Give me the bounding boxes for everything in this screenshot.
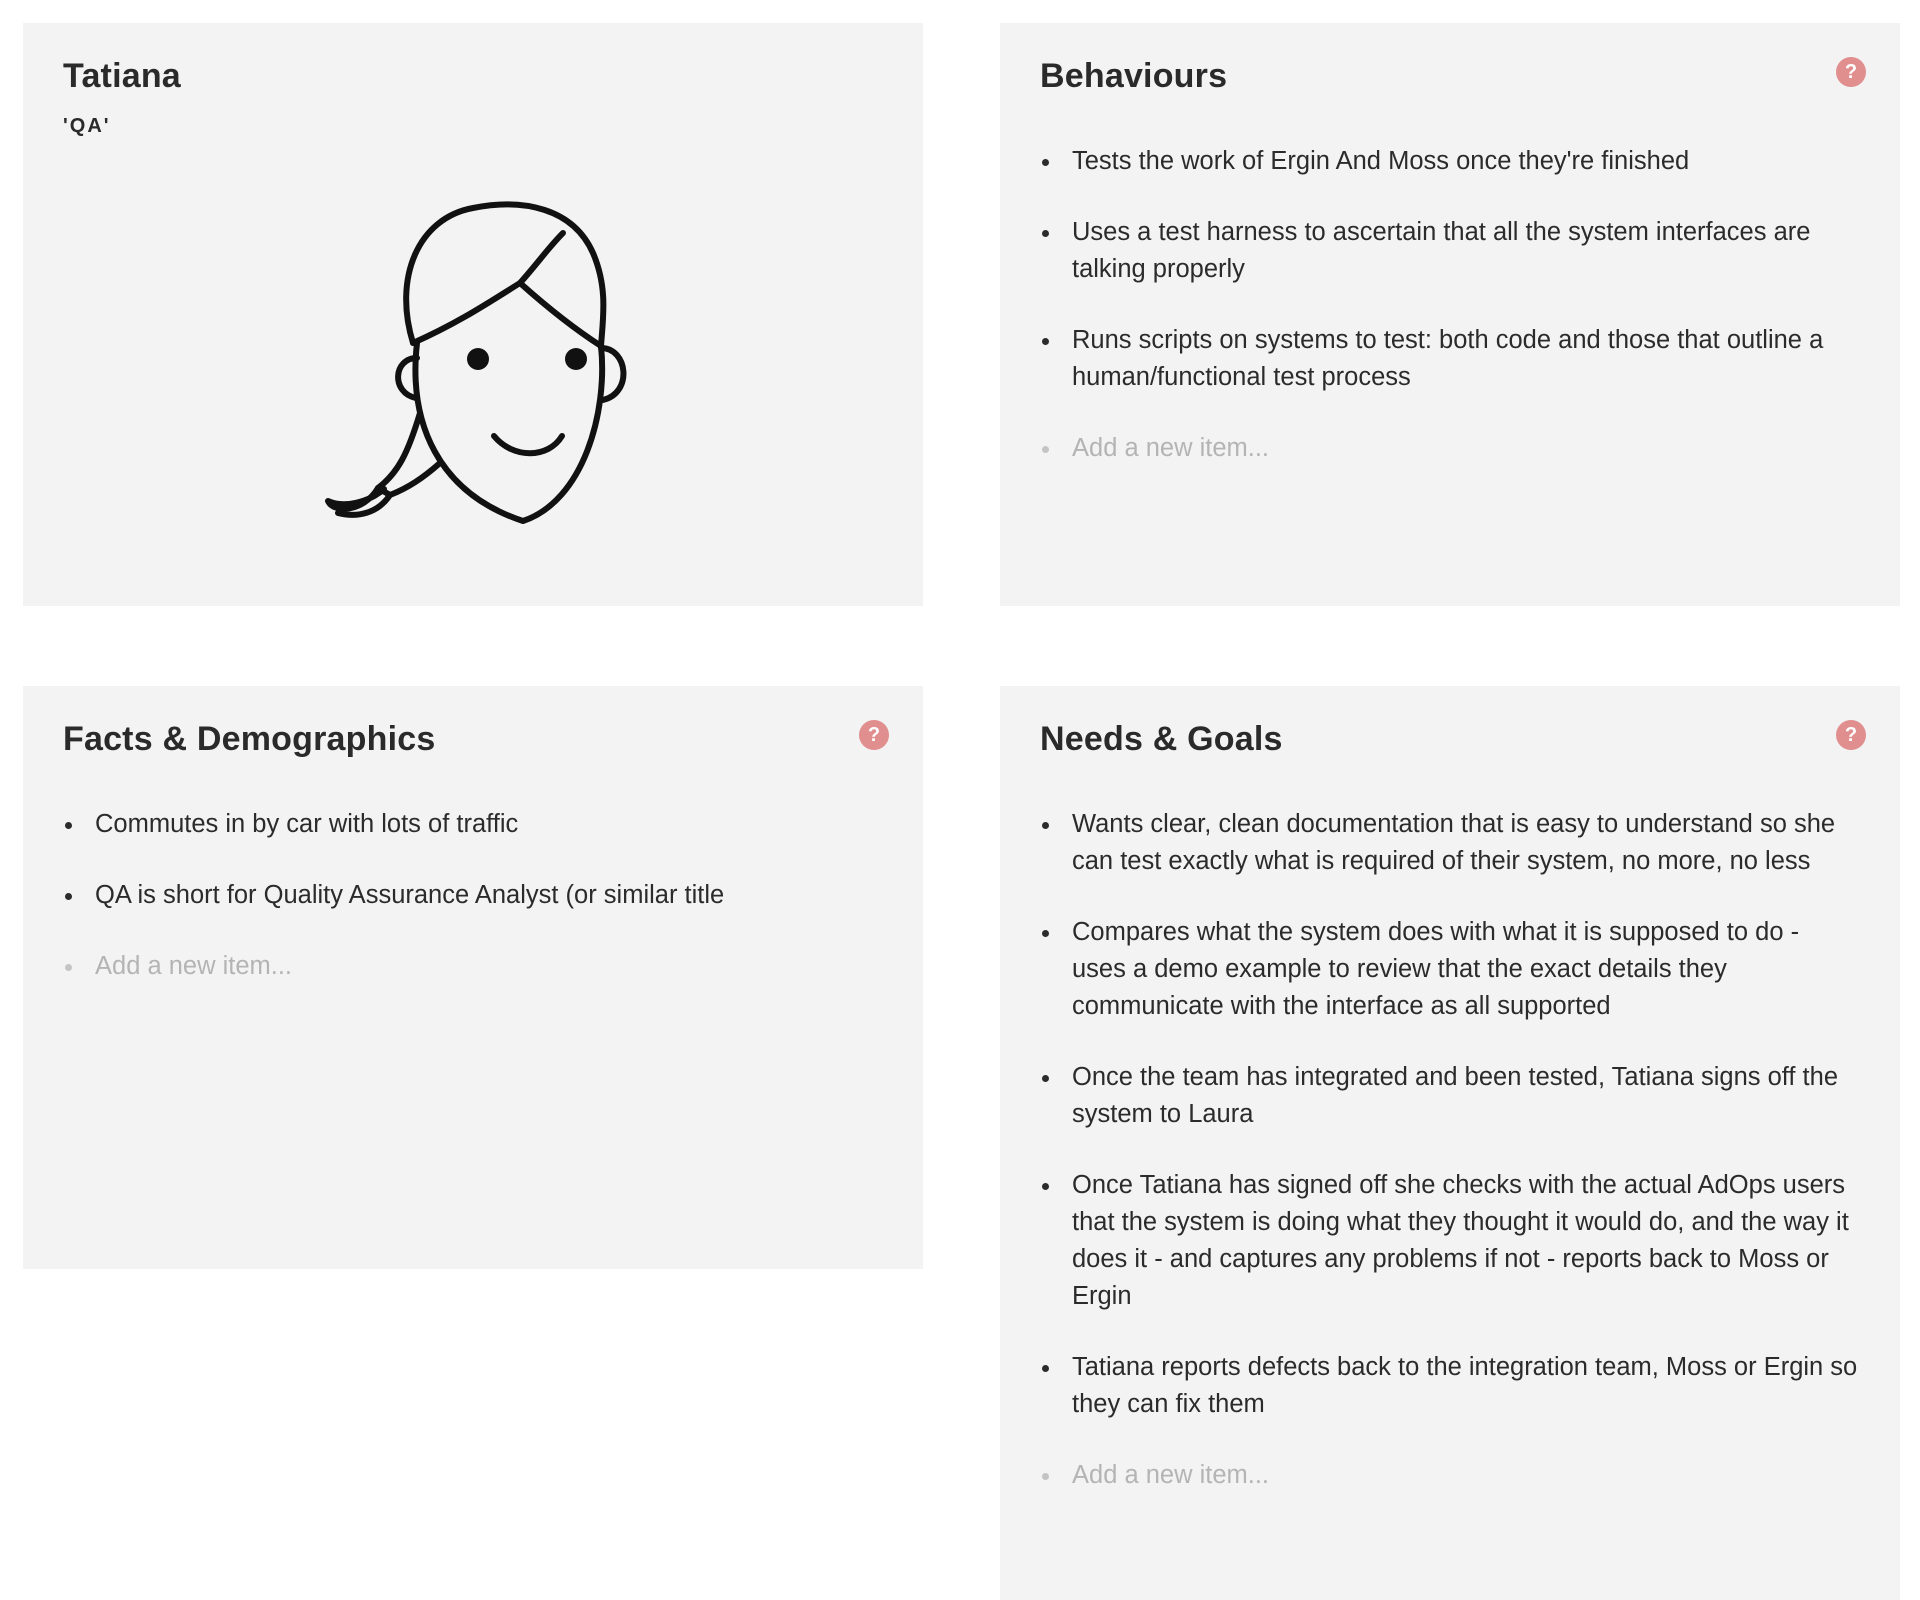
list-item[interactable]: Uses a test harness to ascertain that all the system interfaces are talking properly xyxy=(1040,214,1860,288)
help-icon[interactable]: ? xyxy=(859,720,889,750)
persona-card xyxy=(23,23,923,606)
facts-title[interactable]: Facts & Demographics xyxy=(63,720,436,758)
list-item[interactable]: Runs scripts on systems to test: both code and those that outline a human/functional test process xyxy=(1040,322,1860,396)
needs-list xyxy=(1040,806,1860,1494)
list-item[interactable]: QA is short for Quality Assurance Analyst (or similar title xyxy=(63,877,883,914)
list-item[interactable]: Tests the work of Ergin And Moss once they're finished xyxy=(1040,143,1860,180)
behaviours-card xyxy=(1000,23,1900,606)
persona-name[interactable]: Tatiana xyxy=(63,57,181,95)
facts-list xyxy=(63,806,883,985)
list-item[interactable]: Once the team has integrated and been tested, Tatiana signs off the system to Laura xyxy=(1040,1059,1860,1133)
right-eye xyxy=(565,348,587,370)
persona-role[interactable]: 'QA' xyxy=(63,115,111,137)
smile xyxy=(494,436,562,453)
behaviours-title[interactable]: Behaviours xyxy=(1040,57,1228,95)
list-item[interactable]: Wants clear, clean documentation that is easy to understand so she can test exactly what is required of their system, no more, no less xyxy=(1040,806,1860,880)
left-eye xyxy=(467,348,489,370)
facts-card xyxy=(23,686,923,1269)
needs-title[interactable]: Needs & Goals xyxy=(1040,720,1283,758)
list-item[interactable]: Compares what the system does with what it is supposed to do - uses a demo example to review that the exact details they communicate with the interface as all supported xyxy=(1040,914,1860,1025)
needs-card xyxy=(1000,686,1900,1600)
help-icon[interactable]: ? xyxy=(1836,720,1866,750)
list-item[interactable]: Tatiana reports defects back to the integration team, Moss or Ergin so they can fix them xyxy=(1040,1349,1860,1423)
female-face-icon xyxy=(298,183,658,543)
behaviours-list xyxy=(1040,143,1860,467)
help-icon[interactable]: ? xyxy=(1836,57,1866,87)
add-new-item-input[interactable]: Add a new item... xyxy=(1040,430,1860,467)
add-new-item-input[interactable]: Add a new item... xyxy=(63,948,883,985)
add-new-item-input[interactable]: Add a new item... xyxy=(1040,1457,1860,1494)
list-item[interactable]: Once Tatiana has signed off she checks with the actual AdOps users that the system is doing what they thought it would do, and the way it does it - and captures any problems if not - reports back to Moss or Ergin xyxy=(1040,1167,1860,1315)
list-item[interactable]: Commutes in by car with lots of traffic xyxy=(63,806,883,843)
